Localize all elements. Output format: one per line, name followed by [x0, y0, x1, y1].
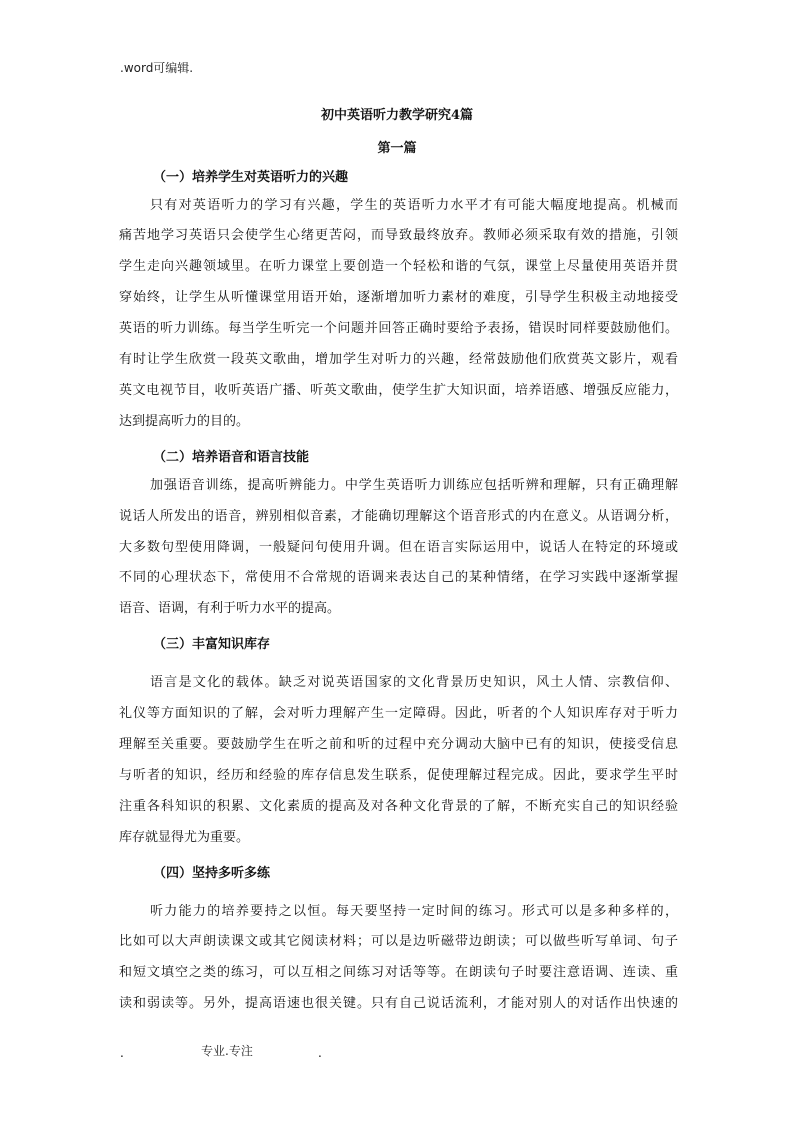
- paragraph-line: 只有对英语听力的学习有兴趣，学生的英语听力水平才有可能大幅度地提高。机械而: [150, 198, 678, 213]
- paragraph-line: 与听者的知识，经历和经验的库存信息发生联系，促使理解过程完成。因此，要求学生平时: [119, 768, 678, 783]
- paragraph-line: 痛苦地学习英语只会使学生心绪更苦闷，而导致最终放弃。教师必须采取有效的措施，引领: [119, 228, 678, 243]
- footer-left-dot: .: [120, 1046, 124, 1060]
- paragraph-line: 听力能力的培养要持之以恒。每天要坚持一定时间的练习。形式可以是多种多样的，: [150, 904, 678, 919]
- document-subtitle: 第一篇: [377, 141, 417, 156]
- paragraph-line: 穿始终，让学生从听懂课堂用语开始，逐渐增加听力素材的难度，引导学生积极主动地接受: [119, 290, 678, 305]
- paragraph-line: 和短文填空之类的练习，可以互相之间练习对话等等。在朗读句子时要注意语调、连读、重: [119, 965, 678, 980]
- section-heading-2: （二）培养语音和语言技能: [153, 450, 310, 465]
- section-heading-1: （一）培养学生对英语听力的兴趣: [153, 170, 349, 185]
- paragraph-line: 学生走向兴趣领域里。在听力课堂上要创造一个轻松和谐的气氛，课堂上尽量使用英语并贯: [119, 259, 678, 274]
- section-heading-4: （四）坚持多听多练: [153, 866, 271, 881]
- paragraph-line: 注重各科知识的积累、文化素质的提高及对各种文化背景的了解，不断充实自己的知识经验: [119, 799, 678, 814]
- footer-right-dot: .: [318, 1046, 322, 1060]
- document-title: 初中英语听力教学研究4篇: [320, 108, 474, 123]
- paragraph-line: 语言是文化的载体。缺乏对说英语国家的文化背景历史知识，风土人情、宗教信仰、: [150, 675, 678, 690]
- paragraph-line: 不同的心理状态下，常使用不合常规的语调来表达自己的某种情绪，在学习实践中逐渐掌握: [119, 570, 678, 585]
- paragraph-line: 语音、语调，有利于听力水平的提高。: [119, 601, 341, 616]
- paragraph-line: 英语的听力训练。每当学生听完一个问题并回答正确时要给予表扬，错误时同样要鼓励他们。: [119, 321, 678, 336]
- paragraph-line: 比如可以大声朗读课文或其它阅读材料；可以是边听磁带边朗读；可以做些听写单词、句子: [119, 934, 678, 949]
- paragraph-line: 达到提高听力的目的。: [119, 414, 250, 429]
- paragraph-line: 说话人所发出的语音，辨别相似音素，才能确切理解这个语音形式的内在意义。从语调分析，: [119, 509, 678, 524]
- page-header: .word可编辑.: [120, 61, 194, 75]
- paragraph-line: 礼仪等方面知识的了解，会对听力理解产生一定障碍。因此，听者的个人知识库存对于听力: [119, 706, 678, 721]
- section-heading-3: （三）丰富知识库存: [153, 637, 271, 652]
- paragraph-line: 理解至关重要。要鼓励学生在听之前和听的过程中充分调动大脑中已有的知识，使接受信息: [119, 737, 678, 752]
- paragraph-line: 有时让学生欣赏一段英文歌曲，增加学生对听力的兴趣，经常鼓励他们欣赏英文影片，观看: [119, 352, 678, 367]
- paragraph-line: 大多数句型使用降调，一般疑问句使用升调。但在语言实际运用中，说话人在特定的环境或: [119, 540, 678, 555]
- page-footer: 专业.专注: [201, 1044, 253, 1058]
- paragraph-line: 英文电视节目，收听英语广播、听英文歌曲，使学生扩大知识面，培养语感、增强反应能力，: [119, 383, 678, 398]
- paragraph-line: 读和弱读等。另外，提高语速也很关键。只有自己说话流利，才能对别人的对话作出快速的: [119, 996, 678, 1011]
- paragraph-line: 加强语音训练，提高听辨能力。中学生英语听力训练应包括听辨和理解，只有正确理解: [150, 478, 678, 493]
- paragraph-line: 库存就显得尤为重要。: [119, 830, 250, 845]
